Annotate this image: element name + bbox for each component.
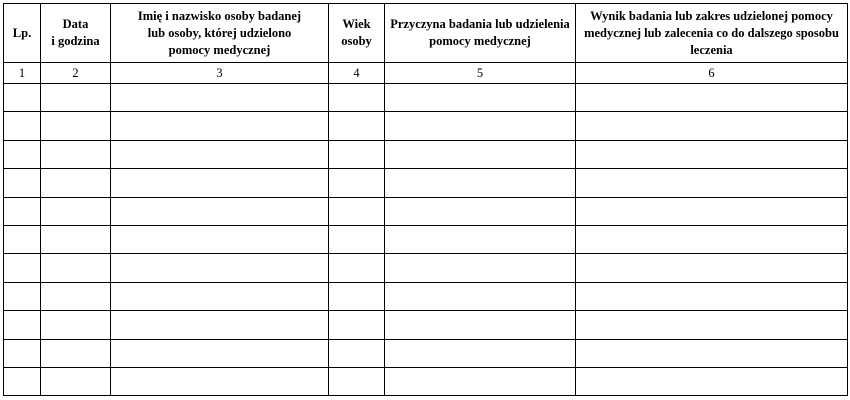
table-cell[interactable] bbox=[385, 367, 576, 395]
table-cell[interactable] bbox=[576, 140, 848, 168]
table-cell[interactable] bbox=[385, 197, 576, 225]
table-row bbox=[4, 225, 848, 253]
table-cell[interactable] bbox=[111, 140, 329, 168]
table-cell[interactable] bbox=[4, 254, 41, 282]
column-number-row bbox=[4, 63, 848, 84]
header-age: Wiek osoby bbox=[329, 4, 385, 63]
column-number: 4 bbox=[329, 63, 385, 84]
table-cell[interactable] bbox=[385, 225, 576, 253]
table-cell[interactable] bbox=[329, 84, 385, 112]
header-name: Imię i nazwisko osoby badanej lub osoby, której udzielono pomocy medycznej bbox=[111, 4, 329, 63]
table-cell[interactable] bbox=[111, 339, 329, 367]
table-cell[interactable] bbox=[4, 311, 41, 339]
table-row bbox=[4, 197, 848, 225]
table-cell[interactable] bbox=[329, 225, 385, 253]
table-cell[interactable] bbox=[576, 84, 848, 112]
table-cell[interactable] bbox=[41, 169, 111, 197]
table-row bbox=[4, 339, 848, 367]
table-cell[interactable] bbox=[111, 254, 329, 282]
table-cell[interactable] bbox=[111, 169, 329, 197]
table-cell[interactable] bbox=[329, 197, 385, 225]
table-cell[interactable] bbox=[111, 282, 329, 310]
header-row bbox=[4, 4, 848, 63]
table-cell[interactable] bbox=[576, 339, 848, 367]
table-row bbox=[4, 84, 848, 112]
table-row bbox=[4, 254, 848, 282]
table-cell[interactable] bbox=[329, 339, 385, 367]
table-cell[interactable] bbox=[385, 169, 576, 197]
table-cell[interactable] bbox=[385, 311, 576, 339]
table-cell[interactable] bbox=[576, 225, 848, 253]
header-reason: Przyczyna badania lub udzielenia pomocy medycznej bbox=[385, 4, 576, 63]
table-cell[interactable] bbox=[41, 254, 111, 282]
table-cell[interactable] bbox=[329, 140, 385, 168]
table-cell[interactable] bbox=[4, 367, 41, 395]
table-cell[interactable] bbox=[576, 197, 848, 225]
table-cell[interactable] bbox=[4, 225, 41, 253]
table-cell[interactable] bbox=[385, 282, 576, 310]
table-cell[interactable] bbox=[329, 367, 385, 395]
table-cell[interactable] bbox=[576, 254, 848, 282]
table-cell[interactable] bbox=[385, 140, 576, 168]
table-cell[interactable] bbox=[111, 84, 329, 112]
table-row bbox=[4, 311, 848, 339]
medical-log-table bbox=[3, 3, 848, 396]
table-cell[interactable] bbox=[385, 254, 576, 282]
table-cell[interactable] bbox=[576, 311, 848, 339]
table-cell[interactable] bbox=[41, 140, 111, 168]
table-cell[interactable] bbox=[385, 84, 576, 112]
table-row bbox=[4, 169, 848, 197]
column-number: 5 bbox=[385, 63, 576, 84]
table-cell[interactable] bbox=[41, 225, 111, 253]
table-cell[interactable] bbox=[4, 197, 41, 225]
table-cell[interactable] bbox=[329, 282, 385, 310]
column-number: 6 bbox=[576, 63, 848, 84]
table-cell[interactable] bbox=[4, 84, 41, 112]
header-date-time: Data i godzina bbox=[41, 4, 111, 63]
table-cell[interactable] bbox=[41, 282, 111, 310]
table-cell[interactable] bbox=[111, 225, 329, 253]
table-cell[interactable] bbox=[111, 197, 329, 225]
column-number: 2 bbox=[41, 63, 111, 84]
table-cell[interactable] bbox=[329, 254, 385, 282]
table-cell[interactable] bbox=[329, 311, 385, 339]
table-cell[interactable] bbox=[576, 282, 848, 310]
table-cell[interactable] bbox=[385, 112, 576, 140]
table-cell[interactable] bbox=[329, 169, 385, 197]
table-cell[interactable] bbox=[576, 169, 848, 197]
table-cell[interactable] bbox=[41, 367, 111, 395]
table-cell[interactable] bbox=[41, 311, 111, 339]
table-cell[interactable] bbox=[576, 112, 848, 140]
table-row bbox=[4, 140, 848, 168]
table-cell[interactable] bbox=[111, 112, 329, 140]
header-lp: Lp. bbox=[4, 4, 41, 63]
table-row bbox=[4, 367, 848, 395]
table-cell[interactable] bbox=[111, 311, 329, 339]
column-number: 1 bbox=[4, 63, 41, 84]
table-cell[interactable] bbox=[111, 367, 329, 395]
table-cell[interactable] bbox=[576, 367, 848, 395]
table-cell[interactable] bbox=[385, 339, 576, 367]
table-cell[interactable] bbox=[41, 339, 111, 367]
table-cell[interactable] bbox=[41, 197, 111, 225]
table-cell[interactable] bbox=[4, 112, 41, 140]
table-cell[interactable] bbox=[41, 112, 111, 140]
header-result: Wynik badania lub zakres udzielonej pomocy medycznej lub zalecenia co do dalszego sposobu leczenia bbox=[576, 4, 848, 63]
table-cell[interactable] bbox=[41, 84, 111, 112]
table-cell[interactable] bbox=[4, 140, 41, 168]
table-cell[interactable] bbox=[4, 169, 41, 197]
column-number: 3 bbox=[111, 63, 329, 84]
table-cell[interactable] bbox=[4, 339, 41, 367]
table-row bbox=[4, 282, 848, 310]
table-row bbox=[4, 112, 848, 140]
table-cell[interactable] bbox=[4, 282, 41, 310]
table-cell[interactable] bbox=[329, 112, 385, 140]
